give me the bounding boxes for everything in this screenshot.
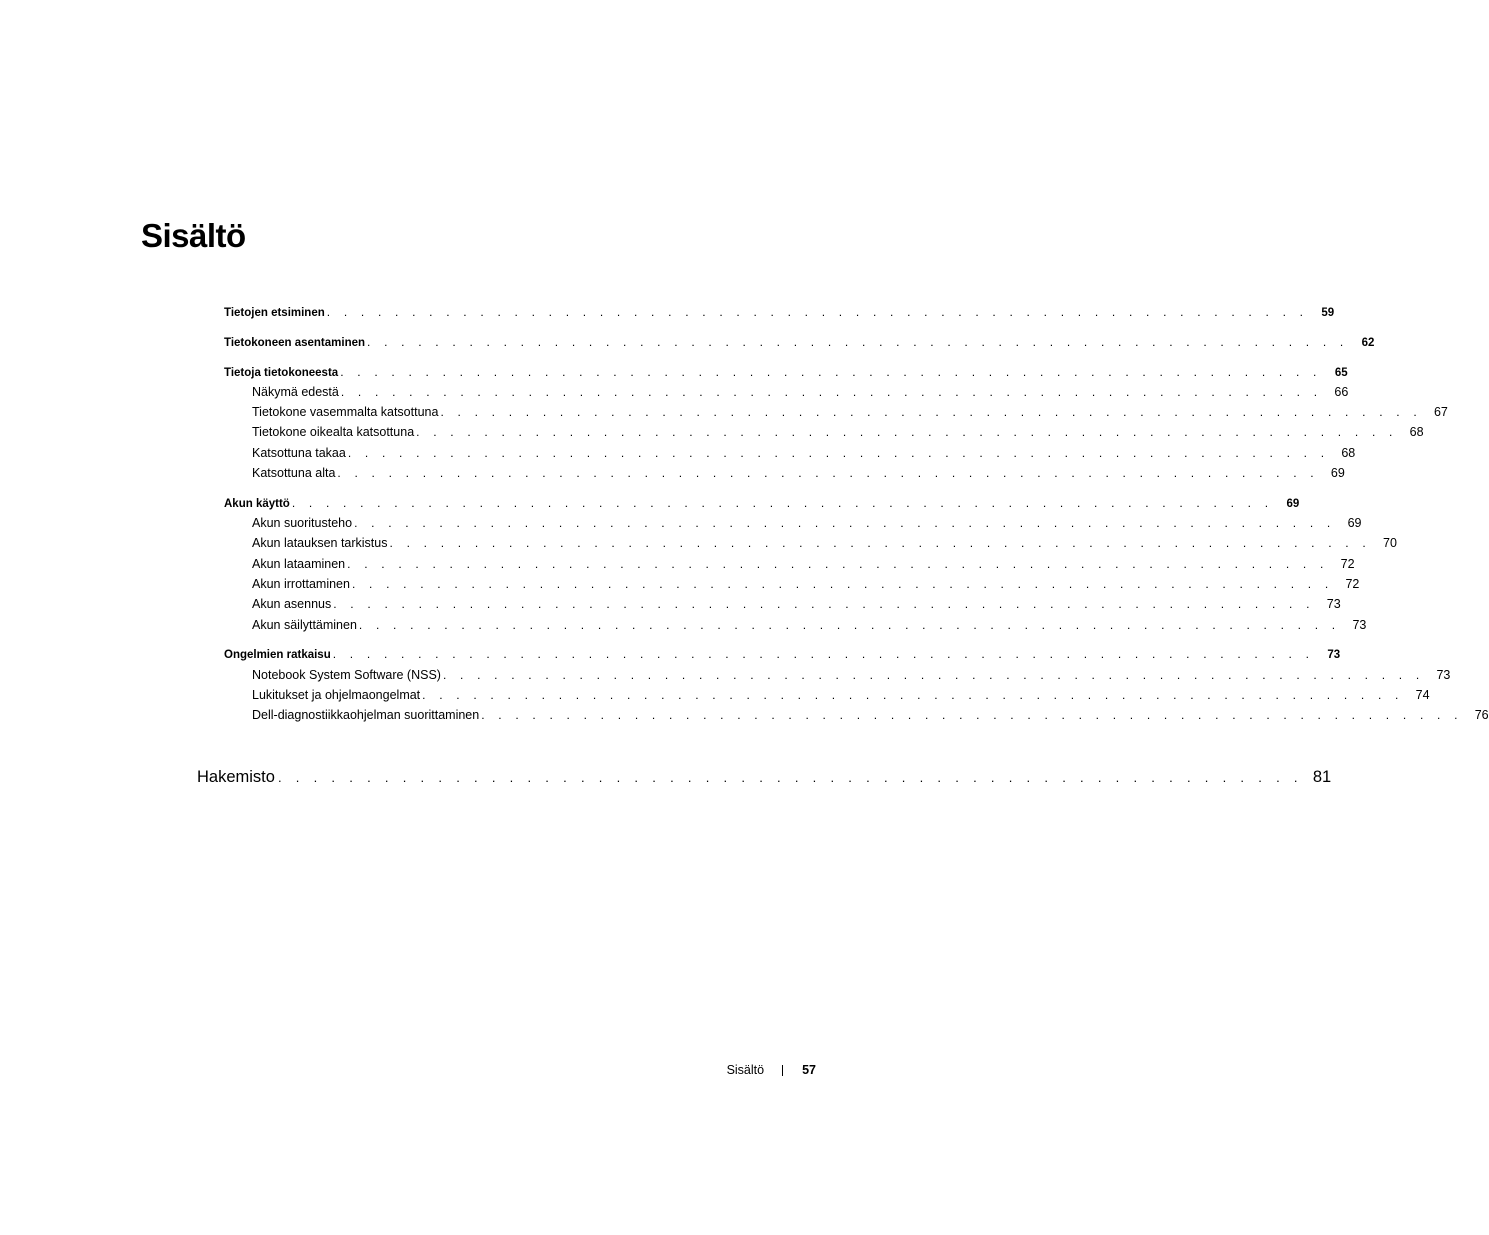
dot-leader: . . . . . . . . . . . . . . . . . . . . . . . . . . . . . . . . . . . . . . . . . . . . . . . . . . . . . . . . . . (354, 516, 1336, 531)
dot-leader: . . . . . . . . . . . . . . . . . . . . . . . . . . . . . . . . . . . . . . . . . . . . . . . . . . . . . . . . . . (422, 688, 1404, 703)
toc-entry-label: Akun lataaminen (252, 556, 346, 571)
toc-section-entry[interactable] (224, 422, 1424, 442)
dot-leader: . . . . . . . . . . . . . . . . . . . . . . . . . . . . . . . . . . . . . . . . . . . . . . . . . . . . . . . . . . (332, 647, 1315, 662)
dot-leader: . . . . . . . . . . . . . . . . . . . . . . . . . . . . . . . . . . . . . . . . . . . . . . . . . . . . . . . . . . (442, 667, 1425, 682)
toc-entry-label: Tietoja tietokoneesta (224, 366, 339, 379)
dot-leader: . . . . . . . . . . . . . . . . . . . . . . . . . . . . . . . . . . . . . . . . . . . . . . . . . . . . . . . . . . (337, 466, 1319, 481)
dot-leader: . . . . . . . . . . . . . . . . . . . . . . . . . . . . . . . . . . . . . . . . . . . . . . . . . . . . . . . . . . (367, 334, 1349, 349)
dot-leader: . . . . . . . . . . . . . . . . . . . . . . . . . . . . . . . . . . . . . . . . . . . . . . . . . . . . . . . . . . (291, 495, 1274, 510)
dot-leader: . . . . . . . . . . . . . . . . . . . . . . . . . . . . . . . . . . . . . . . . . . . . . . . . . . . . . . . . . . (481, 708, 1463, 723)
dot-leader: . . . . . . . . . . . . . . . . . . . . . . . . . . . . . . . . . . . . . . . . . . . . . . . . . . . . . . . . . . (358, 617, 1341, 632)
toc-entry-label: Akun käyttö (224, 497, 290, 510)
toc-section-entry[interactable] (224, 463, 1345, 483)
toc-chapter-entry[interactable] (224, 493, 1300, 513)
toc-chapter-entry[interactable] (224, 332, 1375, 352)
toc-entry-page: 70 (1383, 536, 1397, 551)
dot-leader: . . . . . . . . . . . . . . . . . . . . . . . . . . . . . . . . . . . . . . . . . . . . . . . . . . . . . . . . . . (347, 445, 1330, 460)
group-spacer (224, 322, 686, 332)
toc-entry-page: 69 (1347, 516, 1362, 531)
toc-entry-page: 74 (1415, 688, 1430, 703)
toc-section-entry[interactable] (224, 665, 1451, 685)
footer-page-number: 57 (802, 1063, 816, 1077)
toc-entry-page: 73 (1436, 667, 1451, 682)
footer-section-title: Sisältö (726, 1063, 765, 1077)
toc-entry-page: 81 (1312, 768, 1332, 786)
toc-entry-page: 68 (1341, 445, 1356, 460)
group-spacer (224, 635, 686, 645)
toc-section-entry[interactable] (224, 594, 1341, 614)
toc-entry-label: Näkymä edestä (252, 384, 339, 399)
toc-chapter-entry[interactable] (224, 644, 1341, 664)
toc-section-entry[interactable] (224, 513, 1362, 533)
footer-divider (782, 1065, 783, 1076)
toc-entry-label: Akun latauksen tarkistus (252, 536, 388, 551)
toc-section-entry[interactable] (224, 402, 1448, 422)
dot-leader: . . . . . . . . . . . . . . . . . . . . . . . . . . . . . . . . . . . . . . . . . . . . . . . . . . . . . . . . . . (333, 597, 1315, 612)
toc-section-entry[interactable] (224, 574, 1360, 594)
toc-section-entry[interactable] (224, 443, 1356, 463)
table-of-contents (224, 302, 1489, 726)
toc-entry-label: Akun irrottaminen (252, 577, 350, 592)
dot-leader: . . . . . . . . . . . . . . . . . . . . . . . . . . . . . . . . . . . . . . . . . . . . . . . . . . . . . . . . . . (340, 384, 1323, 399)
toc-entry-label: Akun asennus (252, 597, 332, 612)
dot-leader: . . . . . . . . . . . . . . . . . . . . . . . . . . . . . . . . . . . . . . . . . . . . . . . . . . . . . . . . . . (416, 425, 1398, 440)
dot-leader: . . . . . . . . . . . . . . . . . . . . . . . . . . . . . . . . . . . . . . . . . . . . . . . . . . . . . . . . . . (440, 405, 1422, 420)
toc-entry-label: Ongelmien ratkaisu (224, 649, 331, 662)
toc-entry-page: 72 (1340, 556, 1355, 571)
toc-index-entry[interactable] (197, 765, 1332, 790)
toc-section-entry[interactable] (224, 685, 1430, 705)
toc-entry-label: Tietokone vasemmalta katsottuna (252, 405, 439, 420)
toc-entry-label: Lukitukset ja ohjelmaongelmat (252, 688, 421, 703)
toc-section-entry[interactable] (224, 382, 1349, 402)
toc-entry-label: Hakemisto (197, 768, 275, 786)
group-spacer (224, 483, 686, 493)
toc-entry-page: 67 (1433, 405, 1448, 420)
dot-leader: . . . . . . . . . . . . . . . . . . . . . . . . . . . . . . . . . . . . . . . . . . . . . . . . . . . . . . . . . . (347, 556, 1329, 571)
toc-entry-page: 76 (1474, 708, 1489, 723)
toc-entry-label: Tietokone oikealta katsottuna (252, 425, 415, 440)
dot-leader: . . . . . . . . . . . . . . . . . . . . . . . . . . . . . . . . . . . . . . . . . . . . . . . . . . . . . . . . . . (277, 770, 1303, 785)
dot-leader: . . . . . . . . . . . . . . . . . . . . . . . . . . . . . . . . . . . . . . . . . . . . . . . . . . . . . . . . . . (340, 364, 1322, 379)
toc-entry-page: 73 (1327, 649, 1341, 662)
toc-entry-page: 72 (1345, 577, 1360, 592)
toc-section-entry[interactable] (224, 554, 1355, 574)
page-footer (700, 1060, 816, 1080)
toc-section-entry[interactable] (224, 533, 1397, 553)
toc-section-entry[interactable] (224, 615, 1367, 635)
toc-entry-label: Notebook System Software (NSS) (252, 667, 441, 682)
toc-entry-page: 69 (1286, 497, 1300, 510)
toc-entry-label: Katsottuna takaa (252, 445, 346, 460)
toc-entry-label: Akun säilyttäminen (252, 617, 357, 632)
page-title: Sisältö (141, 217, 246, 254)
toc-entry-label: Tietokoneen asentaminen (224, 336, 366, 349)
dot-leader: . . . . . . . . . . . . . . . . . . . . . . . . . . . . . . . . . . . . . . . . . . . . . . . . . . . . . . . . . . (351, 577, 1334, 592)
toc-entry-page: 68 (1409, 425, 1424, 440)
toc-chapter-entry[interactable] (224, 362, 1348, 382)
toc-entry-page: 66 (1334, 384, 1349, 399)
toc-entry-page: 59 (1321, 307, 1335, 319)
toc-chapter-entry[interactable] (224, 302, 1335, 322)
toc-entry-page: 69 (1330, 466, 1345, 481)
dot-leader: . . . . . . . . . . . . . . . . . . . . . . . . . . . . . . . . . . . . . . . . . . . . . . . . . . . . . . . . . . (389, 536, 1371, 551)
toc-entry-page: 62 (1361, 336, 1375, 349)
toc-entry-page: 73 (1326, 597, 1341, 612)
toc-section-entry[interactable] (224, 705, 1489, 725)
toc-entry-page: 65 (1334, 366, 1348, 379)
toc-entry-label: Katsottuna alta (252, 466, 336, 481)
toc-entry-label: Akun suoritusteho (252, 516, 353, 531)
dot-leader: . . . . . . . . . . . . . . . . . . . . . . . . . . . . . . . . . . . . . . . . . . . . . . . . . . . . . . . . . . (326, 305, 1309, 319)
toc-entry-label: Dell-diagnostiikkaohjelman suorittaminen (252, 708, 480, 723)
toc-entry-page: 73 (1352, 617, 1367, 632)
toc-entry-label: Tietojen etsiminen (224, 307, 325, 319)
group-spacer (224, 352, 686, 362)
